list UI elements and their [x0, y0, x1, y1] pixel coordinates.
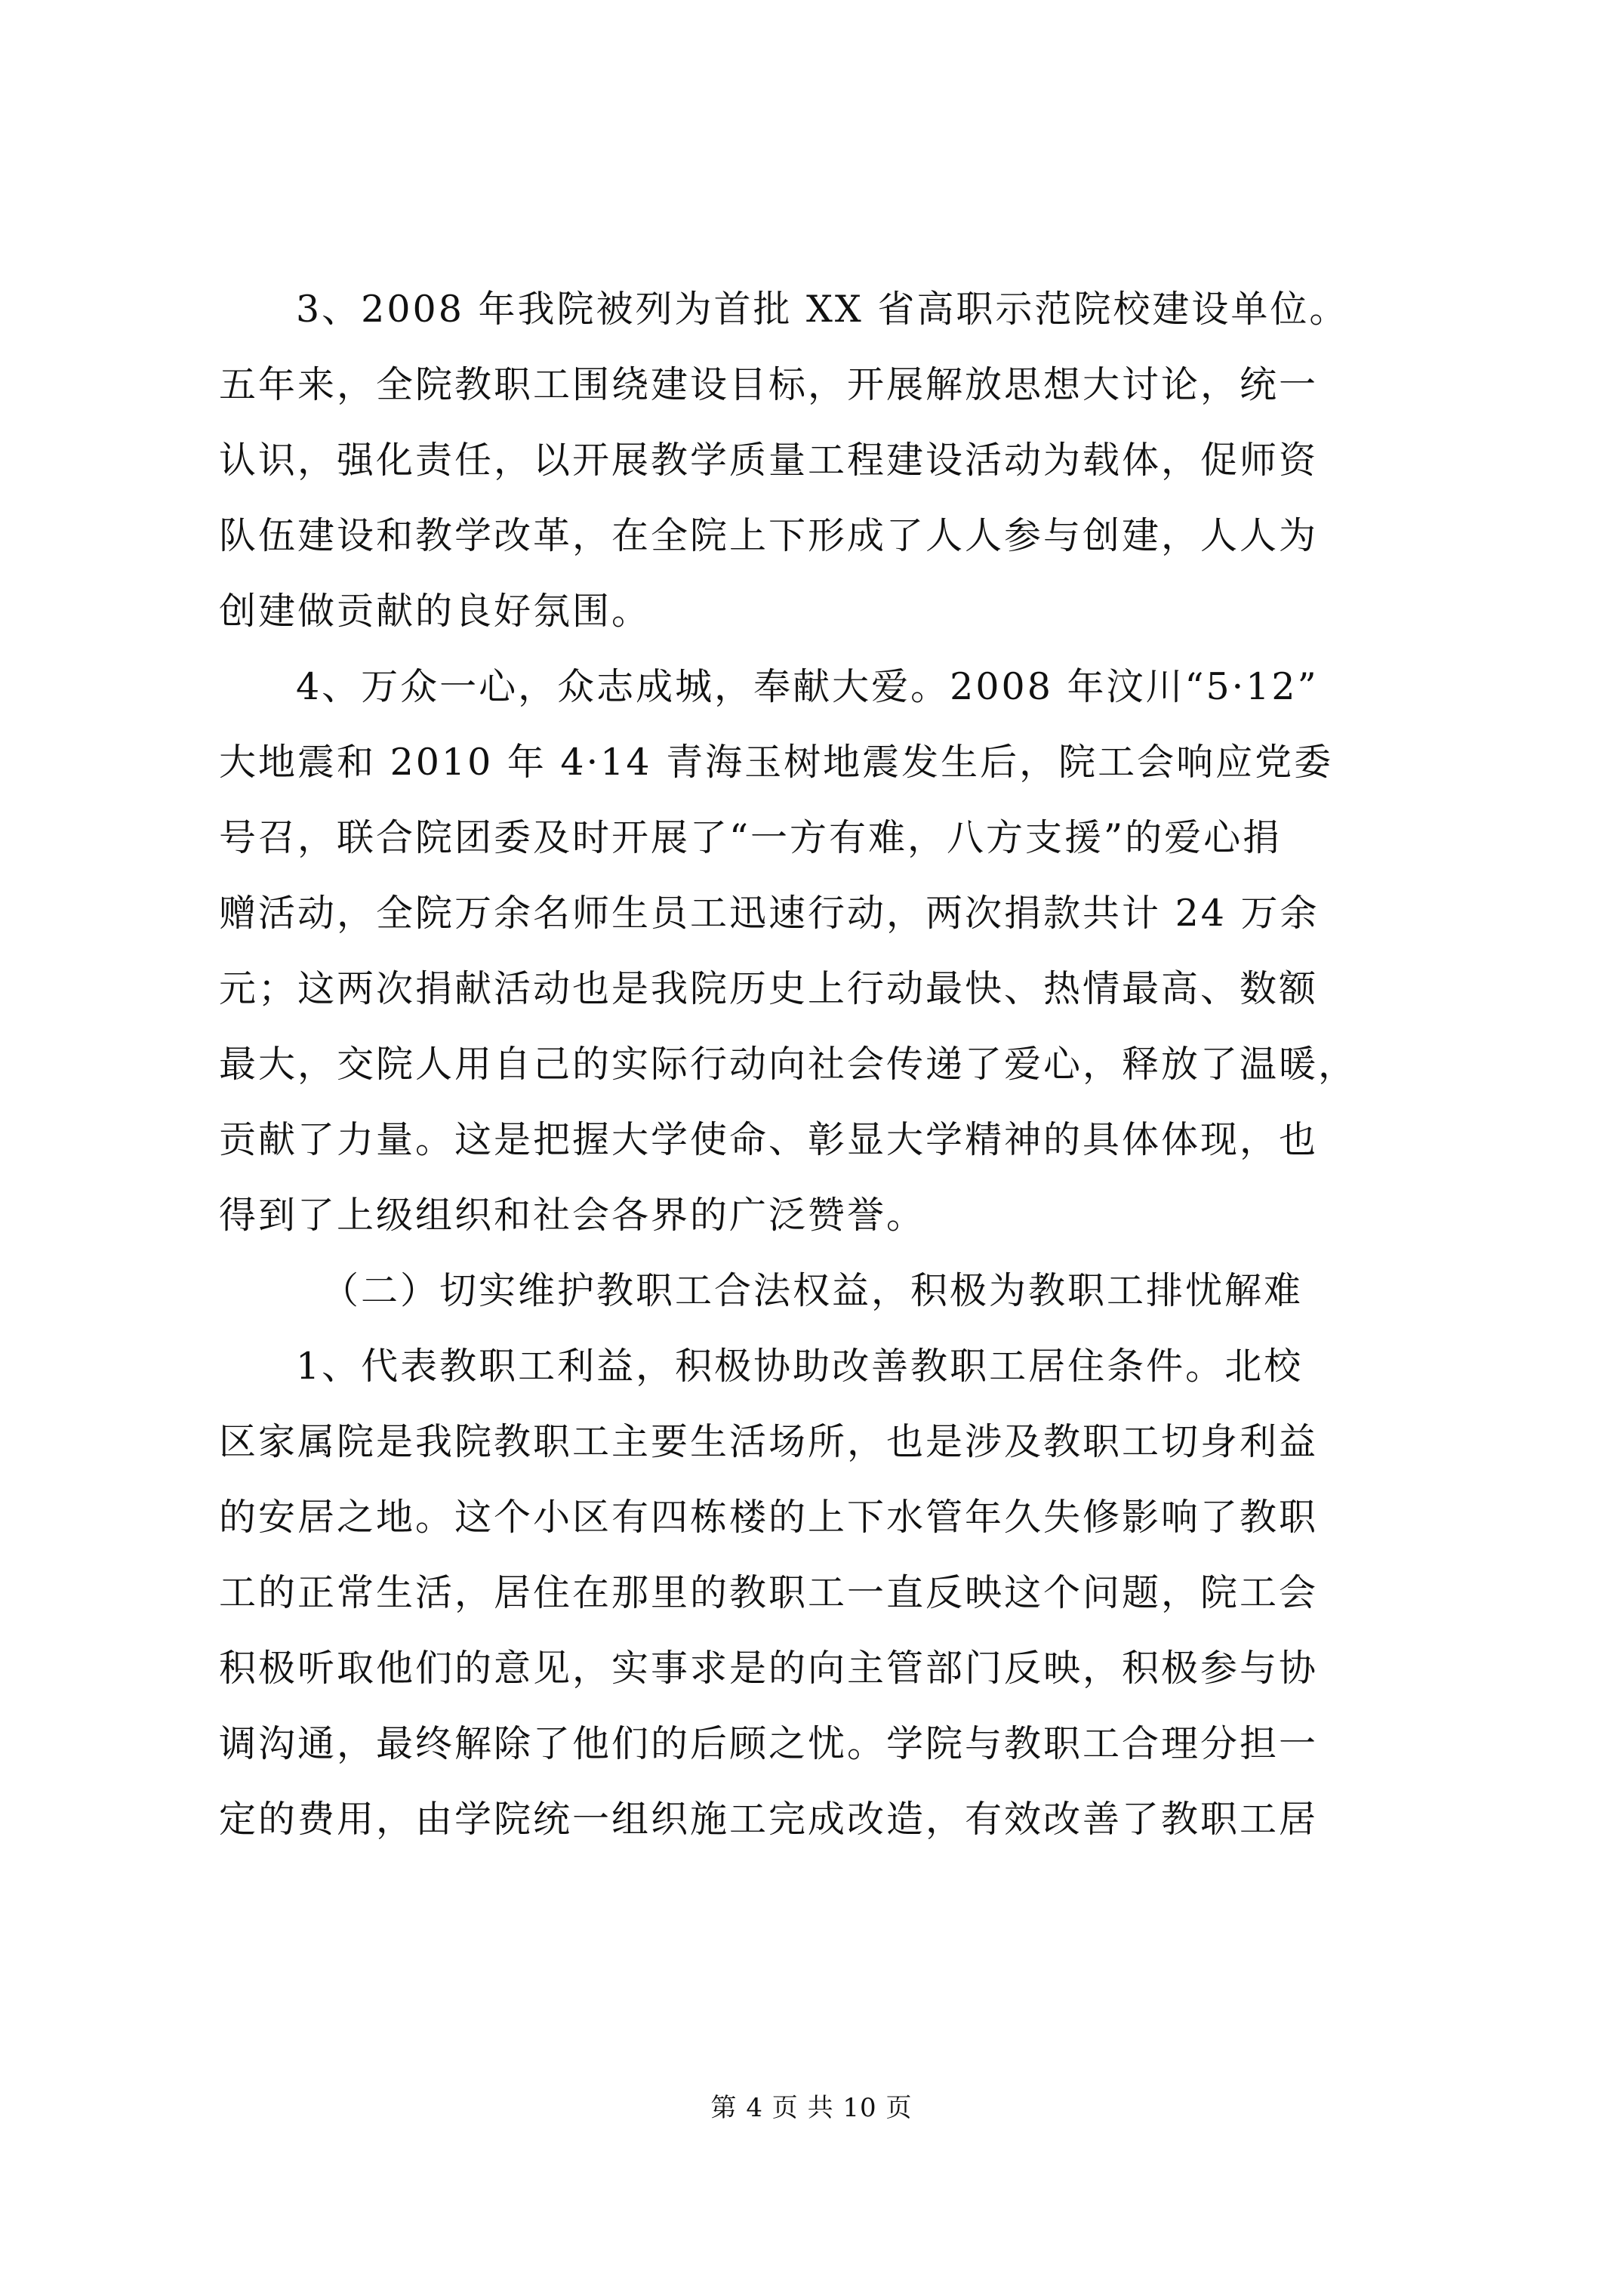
- paragraph-4-line-3: 号召，联合院团委及时开展了“一方有难，八方支援”的爱心捐: [219, 816, 1283, 859]
- paragraph-3-line-4: 队伍建设和教学改革，在全院上下形成了人人参与创建，人人为: [219, 514, 1319, 557]
- paragraph-4-line-2: 大地震和 2010 年 4·14 青海玉树地震发生后，院工会响应党委: [219, 741, 1334, 784]
- paragraph-3-line-3: 认识，强化责任，以开展教学质量工程建设活动为载体，促师资: [219, 439, 1319, 482]
- paragraph-4-line-8: 得到了上级组织和社会各界的广泛赞誉。: [219, 1194, 926, 1237]
- paragraph-4-line-1: 4、万众一心，众志成城，奉献大爱。2008 年汶川“5·12”: [296, 665, 1319, 708]
- paragraph-4-line-6: 最大，交院人用自己的实际行动向社会传递了爱心，释放了温暖，: [219, 1043, 1358, 1086]
- section-heading: （二）切实维护教职工合法权益，积极为教职工排忧解难: [322, 1269, 1304, 1312]
- paragraph-3-line-5: 创建做贡献的良好氛围。: [219, 590, 651, 633]
- paragraph-1-line-7: 定的费用，由学院统一组织施工完成改造，有效改善了教职工居: [219, 1798, 1319, 1841]
- paragraph-1-line-1: 1、代表教职工利益，积极协助改善教职工居住条件。北校: [296, 1345, 1304, 1388]
- paragraph-3-line-2: 五年来，全院教职工围绕建设目标，开展解放思想大讨论，统一: [219, 363, 1319, 406]
- paragraph-1-line-2: 区家属院是我院教职工主要生活场所，也是涉及教职工切身利益: [219, 1420, 1319, 1463]
- paragraph-1-line-6: 调沟通，最终解除了他们的后顾之忧。学院与教职工合理分担一: [219, 1722, 1319, 1765]
- paragraph-1-line-4: 工的正常生活，居住在那里的教职工一直反映这个问题，院工会: [219, 1571, 1319, 1614]
- paragraph-3-line-1: 3、2008 年我院被列为首批 XX 省高职示范院校建设单位。: [296, 288, 1349, 331]
- paragraph-4-line-5: 元；这两次捐献活动也是我院历史上行动最快、热情最高、数额: [219, 967, 1319, 1010]
- paragraph-4-line-4: 赠活动，全院万余名师生员工迅速行动，两次捐款共计 24 万余: [219, 892, 1320, 935]
- paragraph-1-line-5: 积极听取他们的意见，实事求是的向主管部门反映，积极参与协: [219, 1647, 1319, 1690]
- paragraph-4-line-7: 贡献了力量。这是把握大学使命、彰显大学精神的具体体现，也: [219, 1118, 1319, 1161]
- paragraph-1-line-3: 的安居之地。这个小区有四栋楼的上下水管年久失修影响了教职: [219, 1496, 1319, 1539]
- page-footer: 第 4 页 共 10 页: [710, 2093, 913, 2123]
